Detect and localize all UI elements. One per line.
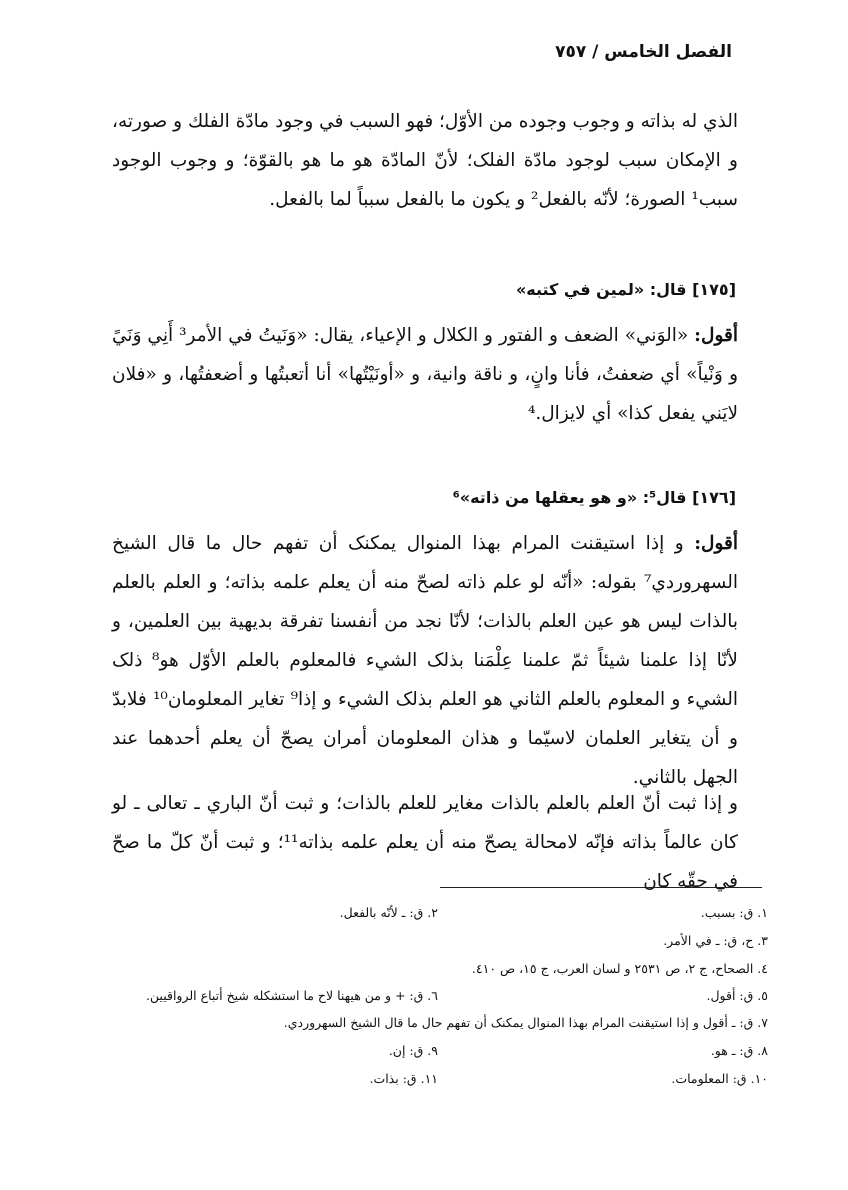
footnote-row xyxy=(60,933,768,957)
intro-paragraph: الذي له بذاته و وجوب وجوده من الأوّل؛ فهو السبب في وجود مادّة الفلك و صورته، و الإمكان سبب لوجود مادّة الفلک؛ لأنّ المادّة هو ما هو بالقوّة؛ و وجوب الوجود سبب¹ الصورة؛ لأنّه بالفعل² و يكون ما بالفعل سبباً لما بالفعل. xyxy=(112,111,738,210)
footnote: ٨. ق: ـ هو. xyxy=(710,1043,768,1058)
section-176-text: و إذا استيقنت المرام بهذا المنوال يمكنک أن تفهم حال ما قال الشيخ السهروردي⁷ بقوله: «أنّه لو علم ذاته لصحّ منه أن يعلم علمه بذاته؛ و العلم بالعلم بالذات ليس هو عين العلم بالذات؛ لأنّا نجد من أنفسنا تفرقة بديهية بين العلمين، و لأنّا إذا علمنا شيئاً ثمّ علمنا عِلْمَنا بذلک الشيء فالمعلوم بالعلم الأوّل هو⁸ ذلک الشيء و المعلوم بالعلم الثاني هو العلم بذلک الشيء و إذا⁹ تغاير المعلومان¹⁰ فلابدّ و أن يتغاير العلمان لاسيّما و هذان المعلومان أمران يصحّ أن يعلم أحدهما عند الجهل بالثاني. xyxy=(112,533,738,788)
footnote: ٢. ق: ـ لأنّه بالفعل. xyxy=(339,905,438,920)
footnote: ١. ق: بسبب. xyxy=(700,905,768,920)
section-175-heading: [١٧٥] قال: «لمين في كتبه» xyxy=(515,280,736,299)
section-176-lead: أقول: xyxy=(694,533,738,554)
section-175-lead: أقول: xyxy=(694,325,738,346)
footnote: ١١. ق: بذات. xyxy=(369,1071,438,1086)
footnote: ٧. ق: ـ أقول و إذا استيقنت المرام بهذا المنوال يمكنک أن تفهم حال ما قال الشيخ السهروردي. xyxy=(283,1015,768,1030)
footnote-row xyxy=(60,905,768,929)
footnote-separator xyxy=(440,887,762,888)
footnote: ٩. ق: إن. xyxy=(388,1043,438,1058)
footnote: ٦. ق: + و من هيهنا لاح ما استشكله شيخ أتباع الرواقيين. xyxy=(145,988,438,1003)
running-header: الفصل الخامس / ٧٥٧ xyxy=(555,42,732,62)
footnote: ٥. ق: أقول. xyxy=(706,988,768,1003)
footnote-row xyxy=(60,961,768,985)
footnote-row xyxy=(60,1071,768,1095)
section-175-paragraph xyxy=(112,316,738,433)
section-176-continuation: و إذا ثبت أنّ العلم بالعلم بالذات مغاير للعلم بالذات؛ و ثبت أنّ الباري ـ تعالى ـ لو كان عالماً بذاته فإنّه لامحالة يصحّ منه أن يعلم علمه بذاته¹¹؛ و ثبت أنّ كلّ ما صحّ في حقّه كان xyxy=(112,793,738,892)
section-176-paragraph xyxy=(112,524,738,797)
footnote: ٤. الصحاح، ج ٢، ص ٢٥٣١ و لسان العرب، ج ١٥، ص ٤١٠. xyxy=(471,961,768,976)
footnote: ٣. ح، ق: ـ في الأمر. xyxy=(663,933,768,948)
section-175-text: «الوَني» الضعف و الفتور و الكلال و الإعياء، يقال: «وَنَيتُ في الأمر³ أَنِي وَنَيً و وَنْياً» أي ضعفتُ، فأنا وانٍ، و ناقة وانية، و «أونَيْتُها» أنا أتعبتُها و أضعفتُها، و «فلان لايَني يفعل كذا» أي لايزال.⁴ xyxy=(112,325,738,424)
footnote-row xyxy=(60,1015,768,1039)
footnote: ١٠. ق: المعلومات. xyxy=(671,1071,768,1086)
footnote-row xyxy=(60,988,768,1012)
section-176-heading: [١٧٦] قال⁵: «و هو يعقلها من ذاته»⁶ xyxy=(452,488,736,507)
footnote-row xyxy=(60,1043,768,1067)
